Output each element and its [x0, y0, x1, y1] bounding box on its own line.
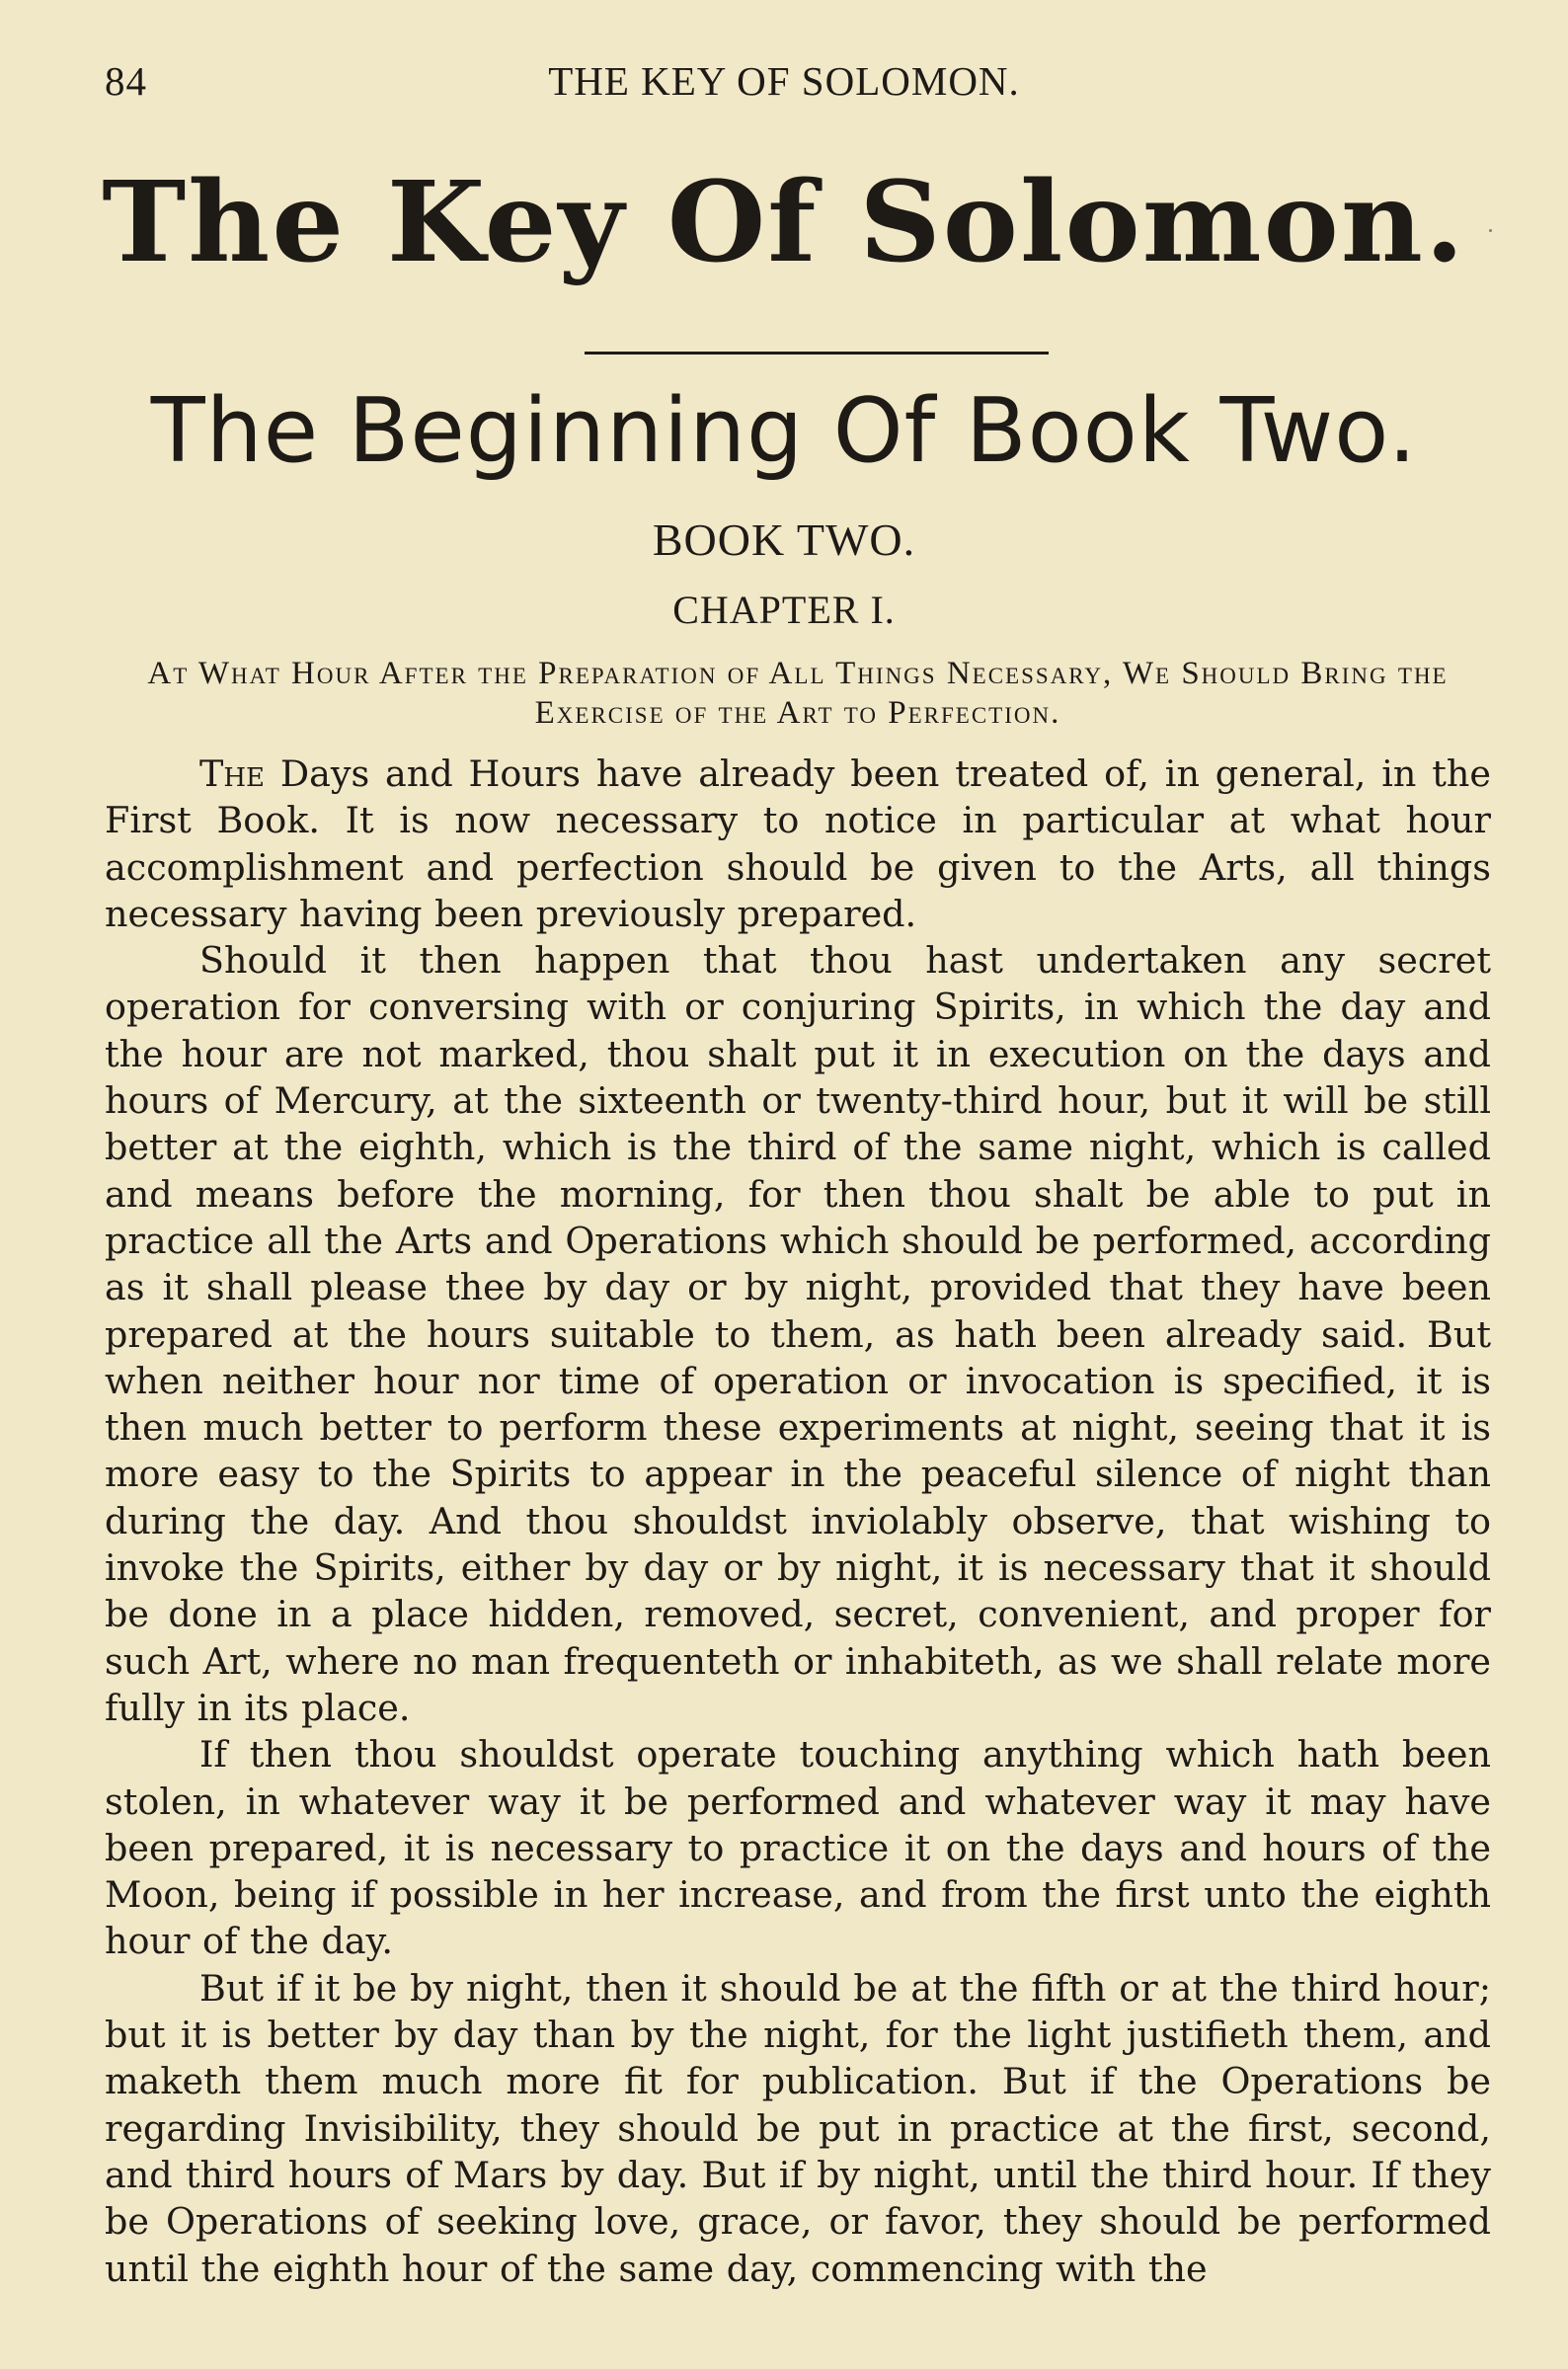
paragraph-1-text: Days and Hours have already been treated of, in general, in the First Book. It is now necessary to notice in particular at what hour accomplishment and perfection should be given to the Arts, all things necessary having been previously prepared. [105, 752, 1491, 935]
running-title: THE KEY OF SOLOMON. [548, 58, 1020, 104]
blackletter-book-title: The Key Of Solomon. [102, 158, 1466, 287]
paragraph-1-first-word: The [199, 752, 265, 795]
print-speck [1489, 229, 1492, 232]
page-number: 84 [105, 58, 147, 104]
paragraph-1 [105, 750, 1491, 937]
paragraph-4: But if it be by night, then it should be at the fifth or at the third hour; but it is better by day than by the night, for the light justifieth them, and maketh them much more fit for publication. But if the Operations be regarding Invisibility, they should be put in practice at the first, second, and third hours of Mars by day. But if by night, until the third hour. If they be Operations of seeking love, grace, or favor, they should be performed until the eighth hour of the same day, commencing with the [105, 1966, 1491, 2290]
chapter-heading: CHAPTER I. [672, 588, 896, 632]
chapter-subtitle: At What Hour After the Preparation of All Things Necessary, We Should Bring the Exercise of the Art to Perfection. [147, 656, 1449, 731]
paragraph-2: Should it then happen that thou hast undertaken any secret operation for conversing with or conjuring Spirits, in which the day and the hour are not marked, thou shalt put it in execution on the days and hours of Mercury, at the sixteenth or twenty-third hour, but it will be still better at the eighth, which is the third of the same night, which is called and means before the morning, for then thou shalt be able to put in practice all the Arts and Operations which should be performed, according as it shall please thee by day or by night, provided that they have been prepared at the hours suitable to them, as hath been already said. But when neither hour nor time of operation or invocation is specified, it is then much better to perform these experiments at night, seeing that it is more easy to the Spirits to appear in the peaceful silence of night than during the day. And thou shouldst inviolably observe, that wishing to invoke the Spirits, either by day or by night, it is necessary that it should be done in a place hidden, removed, secret, convenient, and proper for such Art, where no man frequenteth or inhabiteth, as we shall relate more fully in its place. [105, 939, 1491, 1729]
title-rule [585, 352, 1049, 355]
section-title: The Beginning Of Book Two. [150, 379, 1418, 483]
body-text [105, 750, 1491, 2292]
running-header [0, 57, 1568, 117]
book-heading: BOOK TWO. [652, 514, 916, 565]
paragraph-3: If then thou shouldst operate touching anything which hath been stolen, in whatever way it be performed and whatever way it may have been prepared, it is necessary to practice it on the days and hours of the Moon, being if possible in her increase, and from the first unto the eighth hour of the day. [105, 1733, 1491, 1963]
